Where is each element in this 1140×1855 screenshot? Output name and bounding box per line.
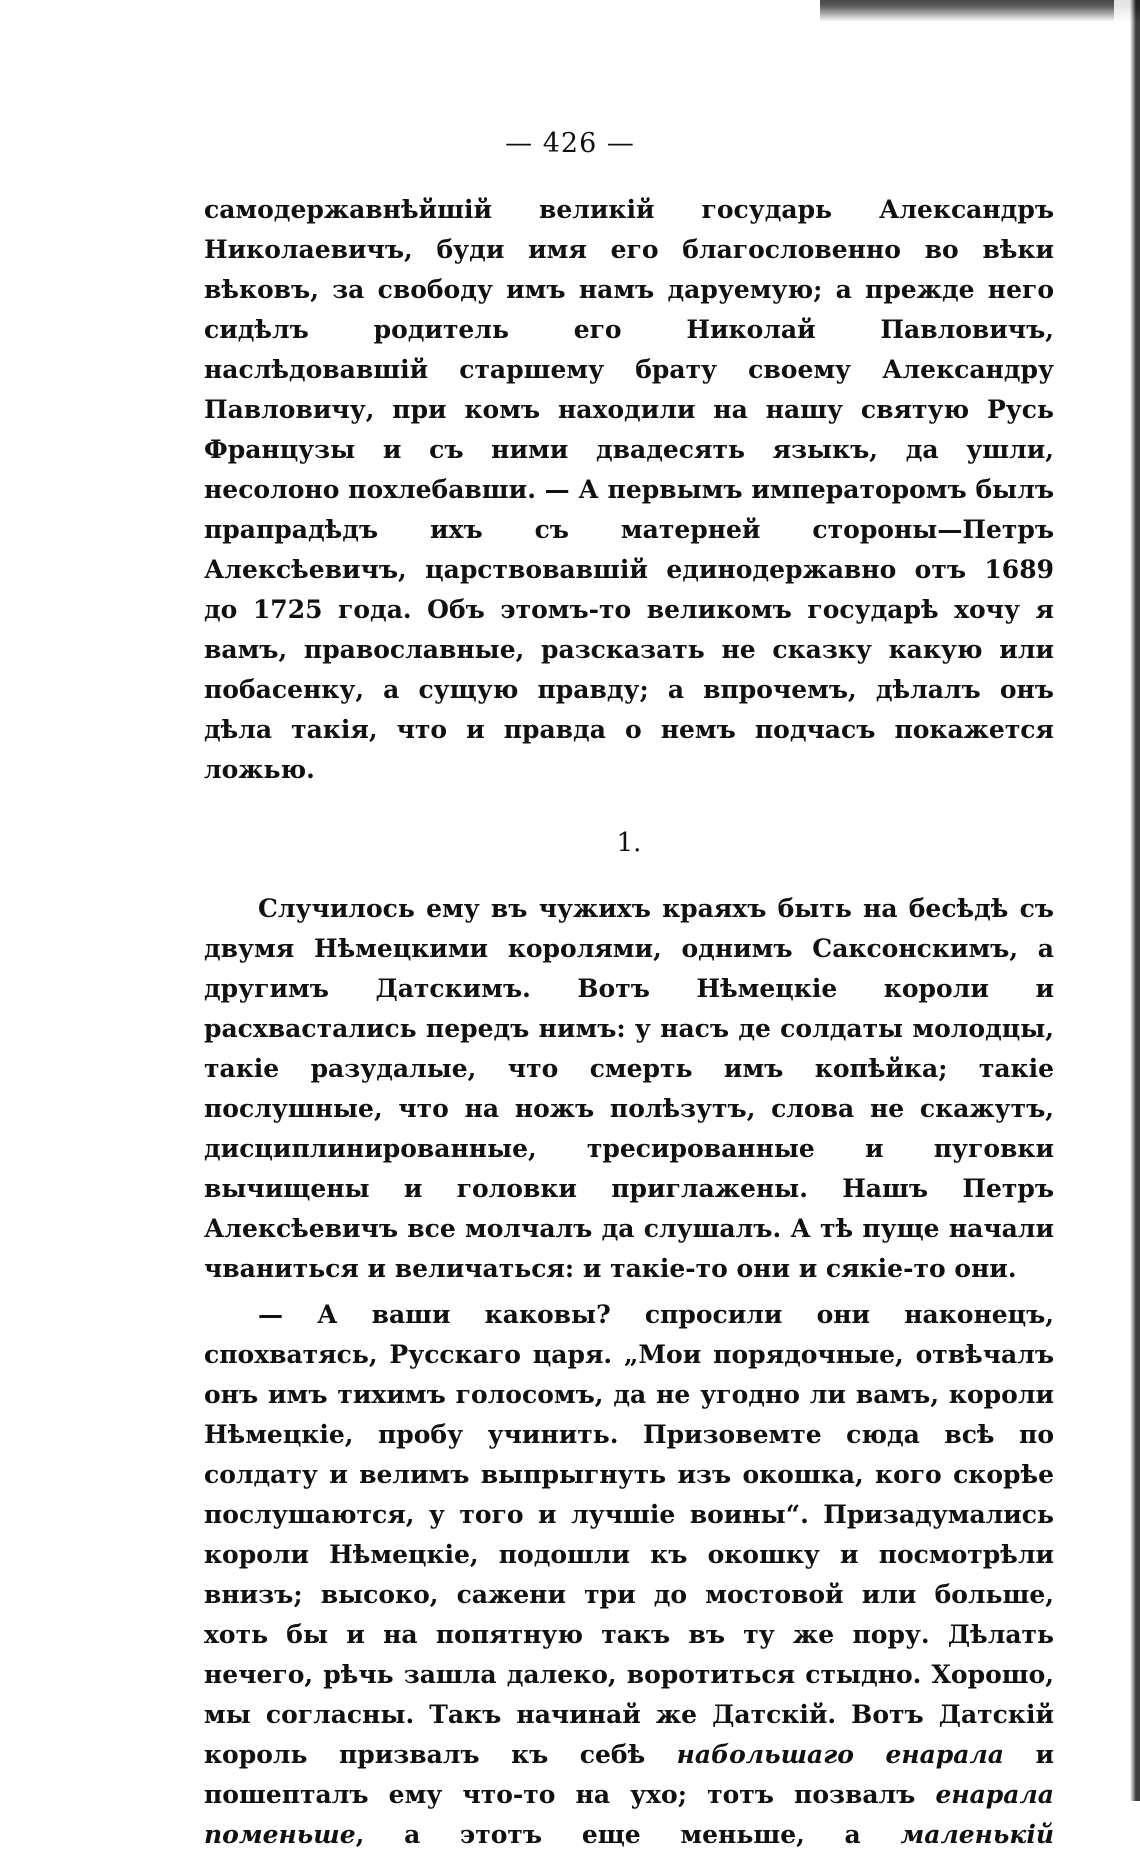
italic-phrase-3: маленькій bbox=[900, 1820, 1054, 1849]
scan-shadow-top bbox=[820, 0, 1140, 22]
text-column bbox=[204, 190, 1054, 1855]
paragraph-2-text-a: — А ваши каковы? спросили они наконецъ, спохватясь, Русскаго царя. „Мои порядочные, отвѣчалъ онъ имъ тихимъ голосомъ, да не угодно ли вамъ, короли Нѣмецкіе, пробу учинить. Призовемте сюда всѣ по солдату и велимъ выпрыгнуть изъ окошка, кого скорѣе послушаются, у того и лучшіе воины“. Призадумались короли Нѣмецкіе, подошли къ окошку и посмотрѣли внизъ; высоко, сажени три до мостовой или больше, хоть бы и на попятную такъ въ ту же пору. Дѣлать нечего, рѣчь зашла далеко, воротиться стыдно. Хорошо, мы согласны. Такъ начинай же Датскій. Вотъ Датскій король призвалъ къ себѣ bbox=[204, 1300, 1054, 1769]
paragraph-2-text-c: , а этотъ еще меньше, а bbox=[355, 1820, 861, 1849]
page-number: — 426 — bbox=[505, 128, 635, 159]
scan-shadow-right bbox=[1114, 0, 1140, 1801]
paragraph-2-text-b: и пошепталъ ему что-то на ухо; тотъ позвалъ bbox=[204, 1740, 1054, 1809]
intro-paragraph: самодержавнѣйшій великій государь Александръ Николаевичъ, буди имя его благословенно во вѣки вѣковъ, за свободу имъ намъ даруемую; а прежде него сидѣлъ родитель его Николай Павловичъ, наслѣдовавшій старшему брату своему Александру Павловичу, при комъ находили на нашу святую Русь Французы и съ ними двадесять языкъ, да ушли, несолоно похлебавши. — А первымъ императоромъ былъ прапрадѣдъ ихъ съ матерней стороны—Петръ Алексѣевичъ, царствовавшій единодержавно отъ 1689 до 1725 года. Объ этомъ-то великомъ государѣ хочу я вамъ, православные, разсказать не сказку какую или побасенку, а сущую правду; а впрочемъ, дѣлалъ онъ дѣла такія, что и правда о немъ подчасъ покажется ложью. bbox=[204, 195, 1054, 784]
italic-phrase-1: набольшаго енарала bbox=[676, 1740, 1004, 1769]
section-paragraph-2 bbox=[204, 1295, 1054, 1855]
section-number: 1. bbox=[616, 828, 642, 858]
section-paragraph-1: Случилось ему въ чужихъ краяхъ быть на бесѣдѣ съ двумя Нѣмецкими королями, однимъ Саксонскимъ, а другимъ Датскимъ. Вотъ Нѣмецкіе короли и расхвастались передъ нимъ: у насъ де солдаты молодцы, такіе разудалые, что смерть имъ копѣйка; такіе послушные, что на ножъ полѣзутъ, слова не скажутъ, дисциплинированные, тресированные и пуговки вычищены и головки приглажены. Нашъ Петръ Алексѣевичъ все молчалъ да слушалъ. А тѣ пуще начали чваниться и величаться: и такіе-то они и сякіе-то они. bbox=[204, 894, 1054, 1283]
italic-phrase-2: енарала поменьше bbox=[204, 1780, 1054, 1849]
